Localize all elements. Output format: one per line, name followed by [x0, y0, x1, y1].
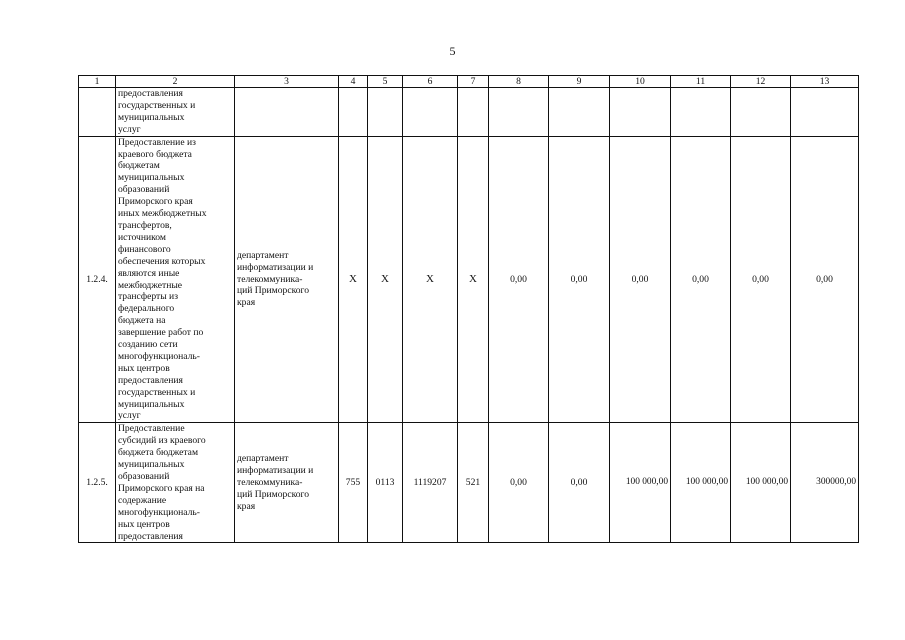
cell-c4: 755	[339, 423, 368, 543]
cell-c7: 521	[458, 423, 489, 543]
text-line: источником	[118, 231, 166, 243]
measure-name-lines	[118, 423, 232, 542]
cell-c10	[610, 88, 671, 137]
measure-name	[116, 423, 235, 543]
text-line: государственных и	[118, 386, 196, 398]
row-number	[79, 88, 116, 137]
text-line: бюджета бюджетам	[118, 447, 199, 459]
column-header: 8	[489, 76, 549, 88]
column-header: 7	[458, 76, 489, 88]
cell-c12: 100 000,00	[731, 423, 791, 543]
text-line: Предоставление	[118, 423, 185, 435]
text-line: являются иные	[118, 267, 180, 279]
text-line: субсидий из краевого	[118, 435, 206, 447]
column-header: 12	[731, 76, 791, 88]
text-line: края	[237, 500, 256, 512]
cell-c13: 300000,00	[791, 423, 859, 543]
responsible-department	[235, 88, 339, 137]
text-line: муниципальных	[118, 172, 185, 184]
column-header: 3	[235, 76, 339, 88]
cell-c9: 0,00	[549, 423, 610, 543]
text-line: образований	[118, 184, 170, 196]
cell-c4	[339, 88, 368, 137]
responsible-department	[235, 423, 339, 543]
cell-c8	[489, 88, 549, 137]
column-header: 2	[116, 76, 235, 88]
text-line: содержание	[118, 494, 167, 506]
cell-c10: 0,00	[610, 136, 671, 423]
text-line: информатизации и	[237, 261, 314, 273]
cell-c8: 0,00	[489, 136, 549, 423]
text-line: услуг	[118, 123, 141, 135]
column-header: 4	[339, 76, 368, 88]
text-line: предоставления	[118, 88, 183, 99]
text-line: предоставления	[118, 374, 183, 386]
text-line: созданию сети	[118, 339, 178, 351]
column-header: 6	[403, 76, 458, 88]
measure-name-lines	[118, 88, 232, 136]
cell-c6	[403, 88, 458, 137]
text-line: телекоммуника-	[237, 476, 303, 488]
text-line: многофункциональ-	[118, 506, 200, 518]
cell-c13	[791, 88, 859, 137]
text-line: образований	[118, 471, 170, 482]
budget-table	[78, 75, 859, 543]
page-number: 5	[449, 44, 456, 58]
cell-c8: 0,00	[489, 423, 549, 543]
text-line: предоставления	[118, 530, 183, 542]
row-number: 1.2.4.	[79, 136, 116, 423]
text-line: департамент	[237, 249, 289, 261]
measure-name-lines	[118, 137, 232, 423]
cell-c12: 0,00	[731, 136, 791, 423]
cell-c11: 0,00	[671, 136, 731, 423]
cell-c9	[549, 88, 610, 137]
cell-c11	[671, 88, 731, 137]
text-line: финансового	[118, 243, 171, 255]
text-line: ций Приморского	[237, 285, 310, 297]
table-row	[79, 423, 859, 543]
row-number: 1.2.5.	[79, 423, 116, 543]
cell-c5: 0113	[368, 423, 403, 543]
department-lines	[237, 453, 336, 513]
table-row	[79, 136, 859, 423]
text-line: телекоммуника-	[237, 273, 303, 285]
measure-name	[116, 88, 235, 137]
text-line: ных центров	[118, 518, 170, 530]
responsible-department	[235, 136, 339, 423]
text-line: Приморского края	[118, 196, 193, 208]
text-line: бюджета на	[118, 315, 166, 327]
text-line: информатизации и	[237, 465, 314, 477]
column-header: 9	[549, 76, 610, 88]
text-line: федерального	[118, 303, 175, 315]
department-lines	[237, 250, 336, 310]
text-line: иных межбюджетных	[118, 208, 207, 220]
cell-c6: 1119207	[403, 423, 458, 543]
text-line: обеспечения которых	[118, 255, 206, 267]
text-line: ных центров	[118, 362, 170, 374]
text-line: межбюджетные	[118, 279, 183, 291]
cell-c9: 0,00	[549, 136, 610, 423]
cell-c5	[368, 88, 403, 137]
cell-c6: Х	[403, 136, 458, 423]
text-line: муниципальных	[118, 111, 185, 123]
cell-c7: Х	[458, 136, 489, 423]
text-line: трансферты из	[118, 291, 178, 303]
text-line: департамент	[237, 453, 289, 465]
column-header: 1	[79, 76, 116, 88]
text-line: Предоставление из	[118, 136, 196, 148]
table-row	[79, 88, 859, 137]
text-line: трансфертов,	[118, 219, 172, 231]
cell-c4: Х	[339, 136, 368, 423]
cell-c13: 0,00	[791, 136, 859, 423]
text-line: края	[237, 297, 256, 309]
cell-c10: 100 000,00	[610, 423, 671, 543]
text-line: завершение работ по	[118, 327, 204, 339]
column-header: 11	[671, 76, 731, 88]
column-header: 13	[791, 76, 859, 88]
column-header: 5	[368, 76, 403, 88]
text-line: муниципальных	[118, 398, 185, 410]
cell-c11: 100 000,00	[671, 423, 731, 543]
cell-c5: Х	[368, 136, 403, 423]
cell-c12	[731, 88, 791, 137]
column-header: 10	[610, 76, 671, 88]
text-line: многофункциональ-	[118, 350, 200, 362]
text-line: бюджетам	[118, 160, 160, 172]
text-line: краевого бюджета	[118, 148, 192, 160]
text-line: услуг	[118, 410, 141, 422]
text-line: Приморского края на	[118, 482, 205, 494]
header-row	[79, 76, 859, 88]
measure-name	[116, 136, 235, 423]
text-line: муниципальных	[118, 459, 185, 471]
cell-c7	[458, 88, 489, 137]
text-line: ций Приморского	[237, 488, 310, 500]
text-line: государственных и	[118, 99, 196, 111]
